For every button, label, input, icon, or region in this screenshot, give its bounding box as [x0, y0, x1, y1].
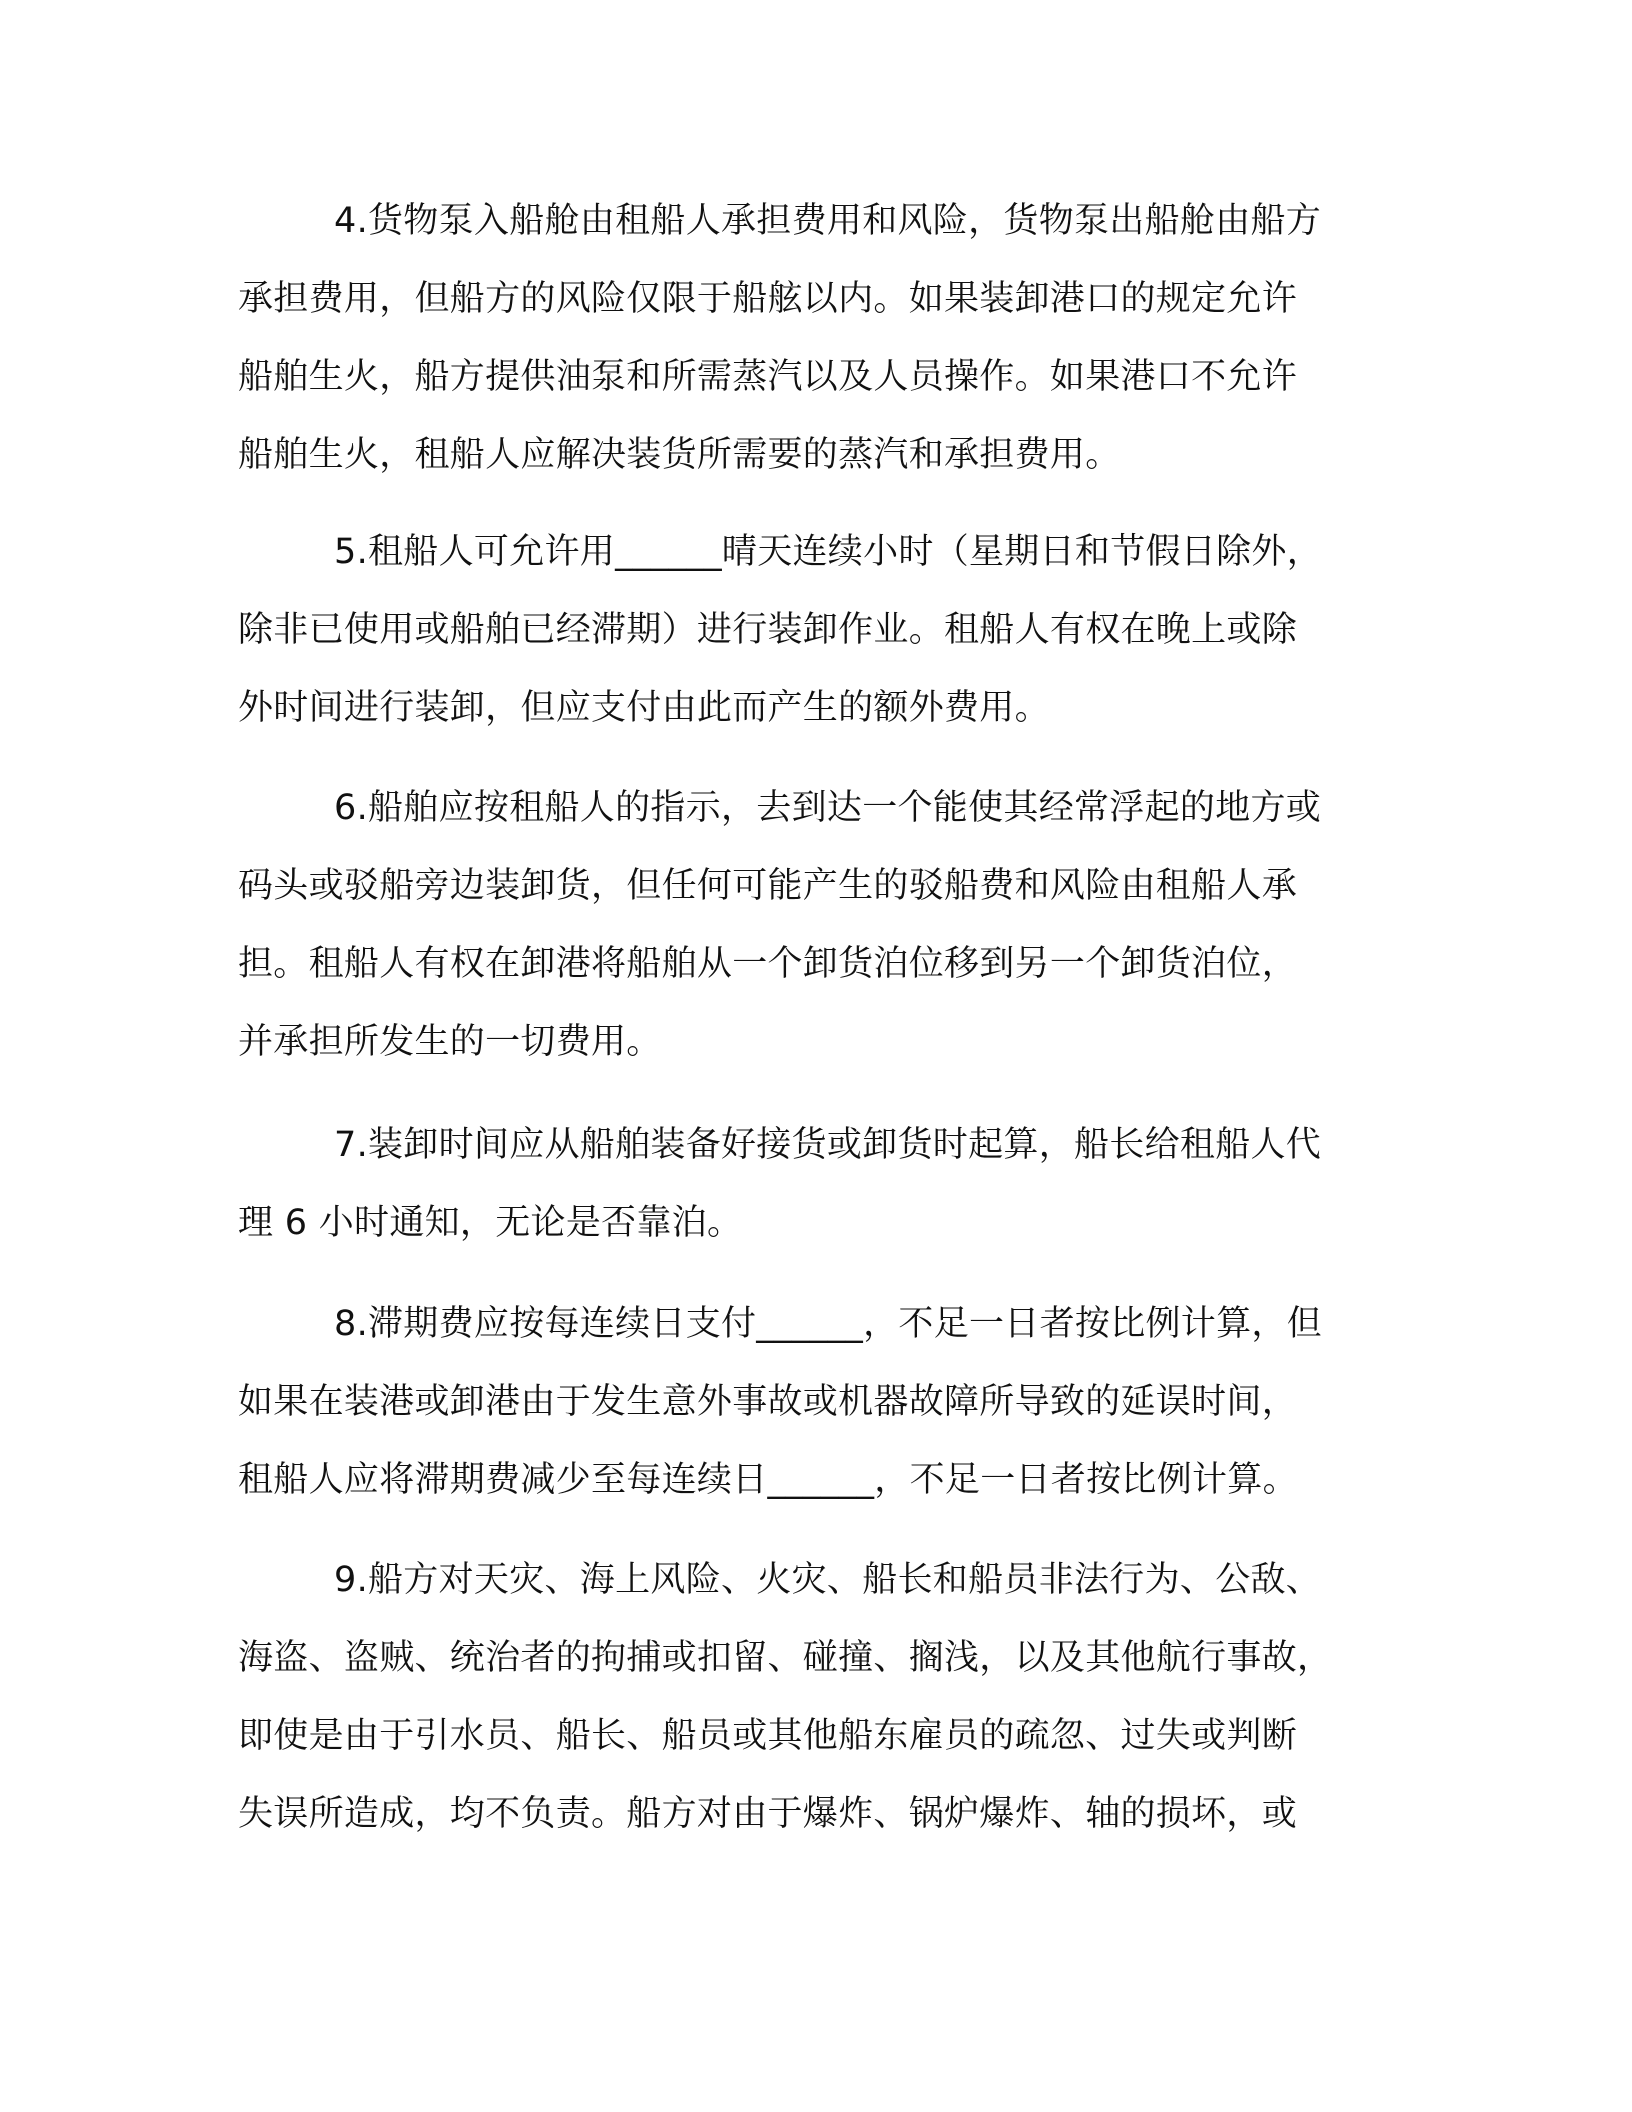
clause-7-line-1: 7.装卸时间应从船舶装备好接货或卸货时起算，船长给租船人代 [334, 1125, 1322, 1165]
clause-4-line-4: 船舶生火，租船人应解决装货所需要的蒸汽和承担费用。 [238, 435, 1121, 475]
clause-5-line-2: 除非已使用或船舶已经滞期）进行装卸作业。租船人有权在晚上或除 [238, 610, 1298, 650]
clause-4-line-3: 船舶生火，船方提供油泵和所需蒸汽以及人员操作。如果港口不允许 [238, 357, 1298, 397]
clause-9-line-1: 9.船方对天灾、海上风险、火灾、船长和船员非法行为、公敌、 [334, 1560, 1322, 1600]
clause-6 [238, 769, 1398, 1081]
clause-8-line-2: 如果在装港或卸港由于发生意外事故或机器故障所导致的延误时间， [238, 1382, 1298, 1422]
clause-7-line-2: 理 6 小时通知，无论是否靠泊。 [238, 1203, 743, 1243]
clause-5 [238, 513, 1398, 747]
clause-6-line-1: 6.船舶应按租船人的指示，去到达一个能使其经常浮起的地方或 [334, 788, 1322, 828]
clause-5-line-3: 外时间进行装卸，但应支付由此而产生的额外费用。 [238, 688, 1050, 728]
clause-7 [238, 1106, 1398, 1262]
clause-6-line-2: 码头或驳船旁边装卸货，但任何可能产生的驳船费和风险由租船人承 [238, 866, 1298, 906]
clause-6-line-4: 并承担所发生的一切费用。 [238, 1022, 662, 1062]
clause-6-line-3: 担。租船人有权在卸港将船舶从一个卸货泊位移到另一个卸货泊位， [238, 944, 1298, 984]
clause-8-line-1: 8.滞期费应按每连续日支付______，不足一日者按比例计算，但 [334, 1304, 1322, 1344]
clause-4 [238, 182, 1398, 494]
clause-9 [238, 1541, 1398, 1853]
clause-5-line-1: 5.租船人可允许用______晴天连续小时（星期日和节假日除外， [334, 532, 1322, 572]
clause-4-line-1: 4.货物泵入船舱由租船人承担费用和风险，货物泵出船舱由船方 [334, 201, 1322, 241]
clause-9-line-4: 失误所造成，均不负责。船方对由于爆炸、锅炉爆炸、轴的损坏，或 [238, 1794, 1298, 1834]
clause-9-line-2: 海盗、盗贼、统治者的拘捕或扣留、碰撞、搁浅，以及其他航行事故， [238, 1638, 1333, 1678]
clause-4-line-2: 承担费用，但船方的风险仅限于船舷以内。如果装卸港口的规定允许 [238, 279, 1298, 319]
clause-9-line-3: 即使是由于引水员、船长、船员或其他船东雇员的疏忽、过失或判断 [238, 1716, 1298, 1756]
clause-8 [238, 1285, 1398, 1519]
clause-8-line-3: 租船人应将滞期费减少至每连续日______，不足一日者按比例计算。 [238, 1460, 1298, 1500]
